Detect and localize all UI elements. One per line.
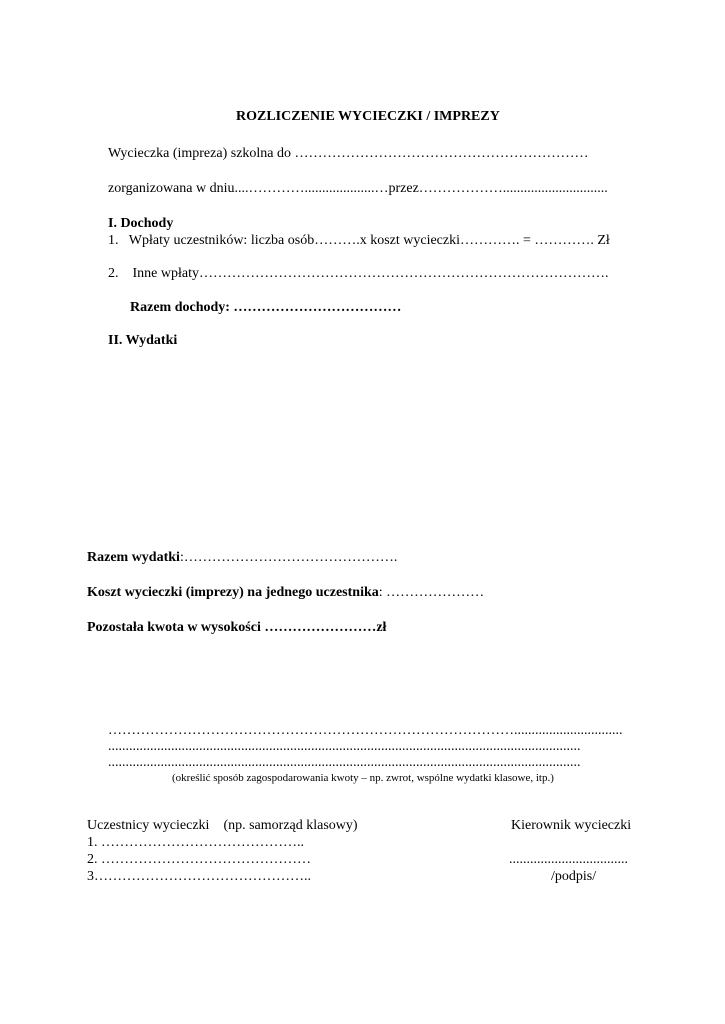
leader-heading: Kierownik wycieczki	[511, 818, 632, 833]
page-title: ROZLICZENIE WYCIECZKI / IMPREZY	[236, 109, 500, 124]
participants-heading: Uczestnicy wycieczki (np. samorząd klasowy)	[87, 818, 358, 833]
participant-signature-3: 3………………………………………..	[87, 869, 311, 884]
disposition-line-3: .......................................................................................................................................	[108, 755, 581, 770]
expenses-heading: II. Wydatki	[108, 333, 178, 348]
total-expenses-label: Razem wydatki	[87, 550, 180, 565]
total-expenses-line	[87, 550, 397, 566]
cost-per-student-label: Koszt wycieczki (imprezy) na jednego uczestnika	[87, 585, 379, 600]
participant-signature-1: 1. ……………………………………..	[87, 835, 304, 850]
total-expenses-dots: :……………………………………….	[179, 550, 398, 565]
income-item-other-payments: 2. Inne wpłaty…………………………………………………………………………….	[108, 266, 609, 281]
remaining-amount-line: Pozostała kwota w wysokości ……………………zł	[87, 620, 387, 635]
trip-destination-line: Wycieczka (impreza) szkolna do ………………………………………………………	[108, 146, 589, 161]
leader-signature-line: ..................................	[509, 852, 628, 867]
cost-per-student-line	[87, 585, 484, 601]
income-total: Razem dochody: ………………………………	[130, 300, 402, 315]
leader-signature-caption: /podpis/	[551, 869, 597, 884]
disposition-note: (określić sposób zagospodarowania kwoty – np. zwrot, wspólne wydatki klasowe, itp.)	[172, 772, 554, 784]
trip-date-organizer-line: zorganizowana w dniu....…………....................…przez………………..............................	[108, 181, 608, 196]
disposition-line-2: .......................................................................................................................................	[108, 739, 581, 754]
cost-per-student-dots: : …………………	[378, 585, 485, 600]
disposition-line-1: ……………………………………………………………………………...............................	[108, 723, 623, 738]
income-heading: I. Dochody	[108, 216, 174, 231]
income-item-participant-payments: 1. Wpłaty uczestników: liczba osób……….x koszt wycieczki…………. = …………. Zł	[108, 233, 610, 248]
participant-signature-2: 2. ………………………………………	[87, 852, 311, 867]
